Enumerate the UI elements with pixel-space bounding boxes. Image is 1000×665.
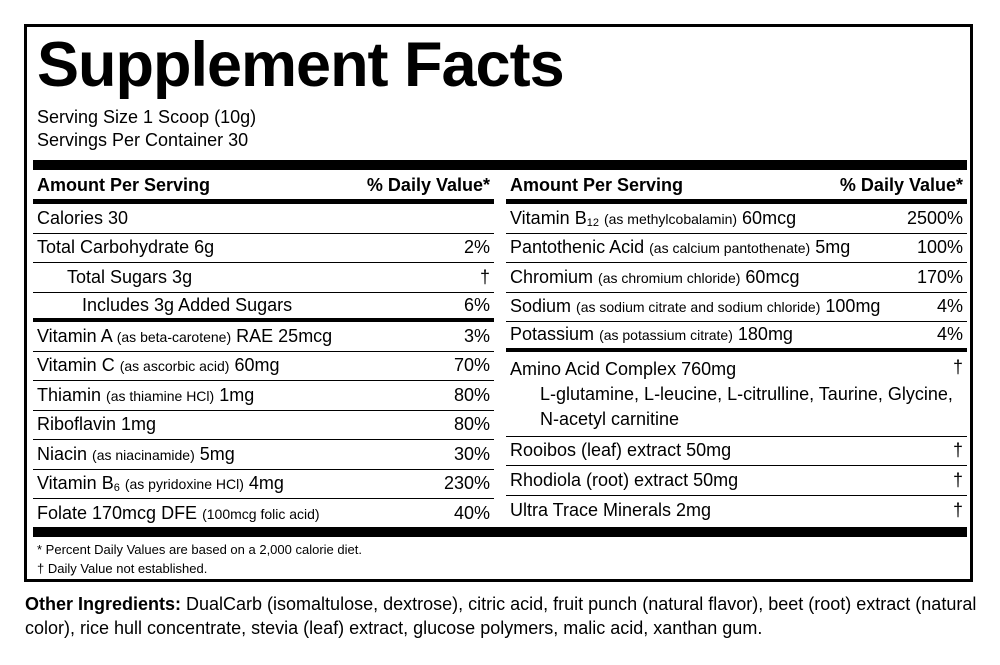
nutrient-name: Total Sugars 3g: [67, 266, 193, 287]
nutrient-row-vitamin-b12: [506, 204, 967, 234]
nutrient-dv: 40%: [453, 503, 490, 524]
nutrient-dv: 4%: [936, 296, 963, 317]
nutrient-name: Sodium (as sodium citrate and sodium chloride) 100mg: [510, 296, 881, 317]
nutrient-dv: 30%: [453, 443, 490, 464]
nutrient-row-total-carbohydrate: [33, 234, 494, 264]
amount-per-serving-heading: Amount Per Serving: [510, 175, 684, 195]
nutrient-name: Folate 170mcg DFE (100mcg folic acid): [37, 503, 320, 524]
nutrient-dv: †: [952, 356, 963, 377]
nutrient-name: Niacin (as niacinamide) 5mg: [37, 443, 235, 464]
nutrient-dv: 70%: [453, 355, 490, 376]
nutrient-row-ultra-trace-minerals: [506, 496, 967, 526]
amino-acid-ingredients: L-glutamine, L-leucine, L-citrulline, Taurine, Glycine, N-acetyl carnitine: [540, 383, 953, 429]
nutrient-dv: 100%: [916, 237, 963, 258]
nutrient-name: Amino Acid Complex 760mg L-glutamine, L-leucine, L-citrulline, Taurine, Glycine, N-acetyl carnitine: [510, 357, 953, 432]
servings-per-container: Servings Per Container 30: [37, 130, 249, 150]
nutrient-row-total-sugars: [33, 263, 494, 293]
other-ingredients-text: DualCarb (isomaltulose, dextrose), citric acid, fruit punch (natural flavor), beet (root) extract (natural color), rice hull concentrate, stevia (leaf) extract, glucose polymers, malic acid, xanthan gum.: [25, 594, 977, 638]
nutrient-row-riboflavin: [33, 411, 494, 441]
nutrient-name: Vitamin B12 (as methylcobalamin) 60mcg: [510, 207, 797, 229]
nutrient-dv: †: [479, 266, 490, 287]
left-column: [33, 172, 494, 529]
nutrient-name: Total Carbohydrate 6g: [37, 237, 215, 258]
nutrient-dv: †: [952, 469, 963, 490]
nutrient-dv: 80%: [453, 414, 490, 435]
nutrient-row-chromium: [506, 263, 967, 293]
nutrient-dv: 80%: [453, 384, 490, 405]
nutrient-row-folate: [33, 499, 494, 529]
other-ingredients-label: Other Ingredients:: [25, 594, 182, 614]
top-thick-rule: [33, 160, 967, 170]
nutrient-row-calories: [33, 204, 494, 234]
nutrient-name: Includes 3g Added Sugars: [82, 294, 293, 315]
daily-value-heading: % Daily Value*: [366, 175, 490, 195]
nutrient-row-sodium: [506, 293, 967, 323]
nutrient-name: Vitamin B6 (as pyridoxine HCl) 4mg: [37, 473, 284, 495]
nutrient-dv: 2%: [463, 237, 490, 258]
nutrient-row-potassium: [506, 322, 967, 352]
nutrient-dv: †: [952, 499, 963, 520]
serving-size: Serving Size 1 Scoop (10g): [37, 107, 257, 127]
daily-value-heading: % Daily Value*: [839, 175, 963, 195]
nutrient-name: Rhodiola (root) extract 50mg: [510, 469, 739, 490]
nutrient-name: Rooibos (leaf) extract 50mg: [510, 440, 732, 461]
panel-title: Supplement Facts: [37, 30, 564, 100]
nutrient-dv: 170%: [916, 266, 963, 287]
nutrient-dv: 230%: [443, 473, 490, 494]
nutrient-row-added-sugars: [33, 293, 494, 323]
nutrient-row-niacin: [33, 440, 494, 470]
nutrient-dv: 6%: [463, 294, 490, 315]
serving-info: [37, 106, 256, 152]
left-column-header: [33, 172, 494, 199]
nutrient-row-pantothenic-acid: [506, 234, 967, 264]
nutrient-row-vitamin-c: [33, 352, 494, 382]
nutrient-name: Vitamin C (as ascorbic acid) 60mg: [37, 355, 280, 376]
amount-per-serving-heading: Amount Per Serving: [37, 175, 211, 195]
nutrient-name: Chromium (as chromium chloride) 60mcg: [510, 266, 800, 287]
nutrient-name: Vitamin A (as beta-carotene) RAE 25mcg: [37, 325, 333, 346]
nutrient-dv: 2500%: [906, 207, 963, 228]
nutrient-name: Calories 30: [37, 207, 129, 228]
right-column-header: [506, 172, 967, 199]
nutrient-dv: 4%: [936, 324, 963, 345]
nutrient-row-vitamin-b6: [33, 470, 494, 500]
nutrient-row-rooibos: [506, 437, 967, 467]
nutrient-row-amino-acid-complex: [506, 352, 967, 437]
nutrient-name: Ultra Trace Minerals 2mg: [510, 499, 712, 520]
nutrient-name: Riboflavin 1mg: [37, 414, 157, 435]
right-column: [506, 172, 967, 525]
footnote-daily-values: * Percent Daily Values are based on a 2,000 calorie diet.: [37, 542, 362, 557]
footnote-not-established: † Daily Value not established.: [37, 561, 208, 576]
nutrient-name: Potassium (as potassium citrate) 180mg: [510, 324, 793, 345]
nutrient-name: Pantothenic Acid (as calcium pantothenate) 5mg: [510, 237, 851, 258]
nutrient-name: Thiamin (as thiamine HCl) 1mg: [37, 384, 255, 405]
nutrient-row-thiamin: [33, 381, 494, 411]
nutrient-row-rhodiola: [506, 466, 967, 496]
bottom-thick-rule: [33, 527, 967, 537]
supplement-facts-panel: [24, 24, 973, 582]
other-ingredients: [25, 592, 980, 640]
nutrient-dv: †: [952, 440, 963, 461]
nutrient-row-vitamin-a: [33, 322, 494, 352]
nutrient-dv: 3%: [463, 325, 490, 346]
